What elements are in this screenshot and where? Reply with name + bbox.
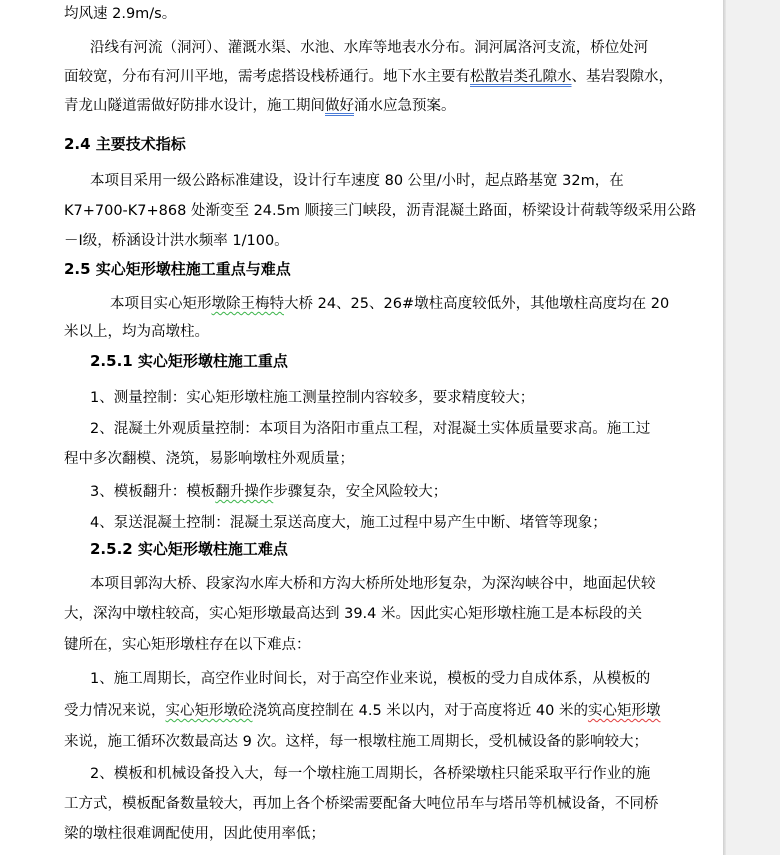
list-item: 1、施工周期长，高空作业时间长，对于高空作业来说，模板的受力自成体系，从模板的: [90, 671, 651, 687]
spelling-mark: 墩除王梅特: [211, 296, 284, 312]
list-item: 2、混凝土外观质量控制：本项目为洛阳市重点工程，对混凝土实体质量要求高。施工过: [90, 421, 651, 437]
section-heading: 2.5 实心矩形墩柱施工重点与难点: [64, 260, 291, 278]
paragraph-line: K7+700-K7+868 处渐变至 24.5m 顺接三门峡段，沥青混凝土路面，桥梁设计荷载等级采用公路: [64, 203, 697, 219]
list-item: 1、测量控制：实心矩形墩柱施工测量控制内容较多，要求精度较大；: [90, 390, 535, 406]
subsection-heading: 2.5.2 实心矩形墩柱施工难点: [90, 540, 288, 558]
paragraph-line: 本项目郭沟大桥、段家沟水库大桥和方沟大桥所处地形复杂，为深沟峡谷中，地面起伏较: [90, 576, 656, 592]
paragraph-line: 米以上，均为高墩柱。: [64, 324, 209, 340]
paragraph-line: 大，深沟中墩柱较高，实心矩形墩最高达到 39.4 米。因此实心矩形墩柱施工是本标段的关: [64, 606, 642, 622]
paragraph-line: 键所在，实心矩形墩柱存在以下难点：: [64, 637, 311, 653]
subsection-heading: 2.5.1 实心矩形墩柱施工重点: [90, 352, 288, 370]
paragraph-line: 本项目采用一级公路标准建设，设计行车速度 80 公里/小时，起点路基宽 32m，在: [90, 173, 624, 189]
paragraph-line: 程中多次翻模、浇筑，易影响墩柱外观质量；: [64, 451, 354, 467]
spelling-mark: 实心矩形墩砼: [165, 703, 253, 719]
section-heading: 2.4 主要技术指标: [64, 135, 186, 153]
paragraph-line: 来说，施工循环次数最高达 9 次。这样，每一根墩柱施工周期长，受机械设备的影响较大；: [64, 734, 648, 750]
spelling-mark: 翻升操作: [215, 484, 274, 500]
paragraph-line: 面较宽，分布有河川平地，需考虑搭设栈桥通行。地下水主要有松散岩类孔隙水、基岩裂隙水，: [64, 69, 673, 85]
paragraph-line: －Ⅰ级，桥涵设计洪水频率 1/100。: [64, 233, 289, 249]
grammar-mark: 做好: [325, 98, 354, 114]
paragraph-line: 工方式，模板配备数量较大，再加上各个桥梁需要配备大吨位吊车与塔吊等机械设备，不同桥: [64, 796, 659, 812]
page-shadow: [723, 0, 726, 855]
paragraph-line: 受力情况来说，实心矩形墩砼浇筑高度控制在 4.5 米以内，对于高度将近 40 米的实心矩形墩: [64, 703, 661, 719]
list-item: 4、泵送混凝土控制：混凝土泵送高度大，施工过程中易产生中断、堵管等现象；: [90, 515, 607, 531]
list-item: 3、模板翻升：模板翻升操作步骤复杂，安全风险较大；: [90, 484, 448, 500]
spelling-mark: 实心矩形墩: [587, 703, 661, 719]
list-item: 2、模板和机械设备投入大，每一个墩柱施工周期长，各桥梁墩柱只能采取平行作业的施: [90, 766, 651, 782]
paragraph-line: 青龙山隧道需做好防排水设计，施工期间做好涌水应急预案。: [64, 98, 456, 114]
paragraph-line: 沿线有河流（洞河）、灌溉水渠、水池、水库等地表水分布。洞河属洛河支流，桥位处河: [90, 40, 649, 56]
paragraph-line: 本项目实心矩形墩除王梅特大桥 24、25、26#墩柱高度较低外，其他墩柱高度均在 20: [110, 296, 670, 312]
paragraph-line: 均风速 2.9m/s。: [64, 6, 177, 22]
paragraph-line: 梁的墩柱很难调配使用，因此使用率低；: [64, 826, 325, 842]
grammar-mark: 松散岩类孔隙水: [470, 69, 572, 85]
